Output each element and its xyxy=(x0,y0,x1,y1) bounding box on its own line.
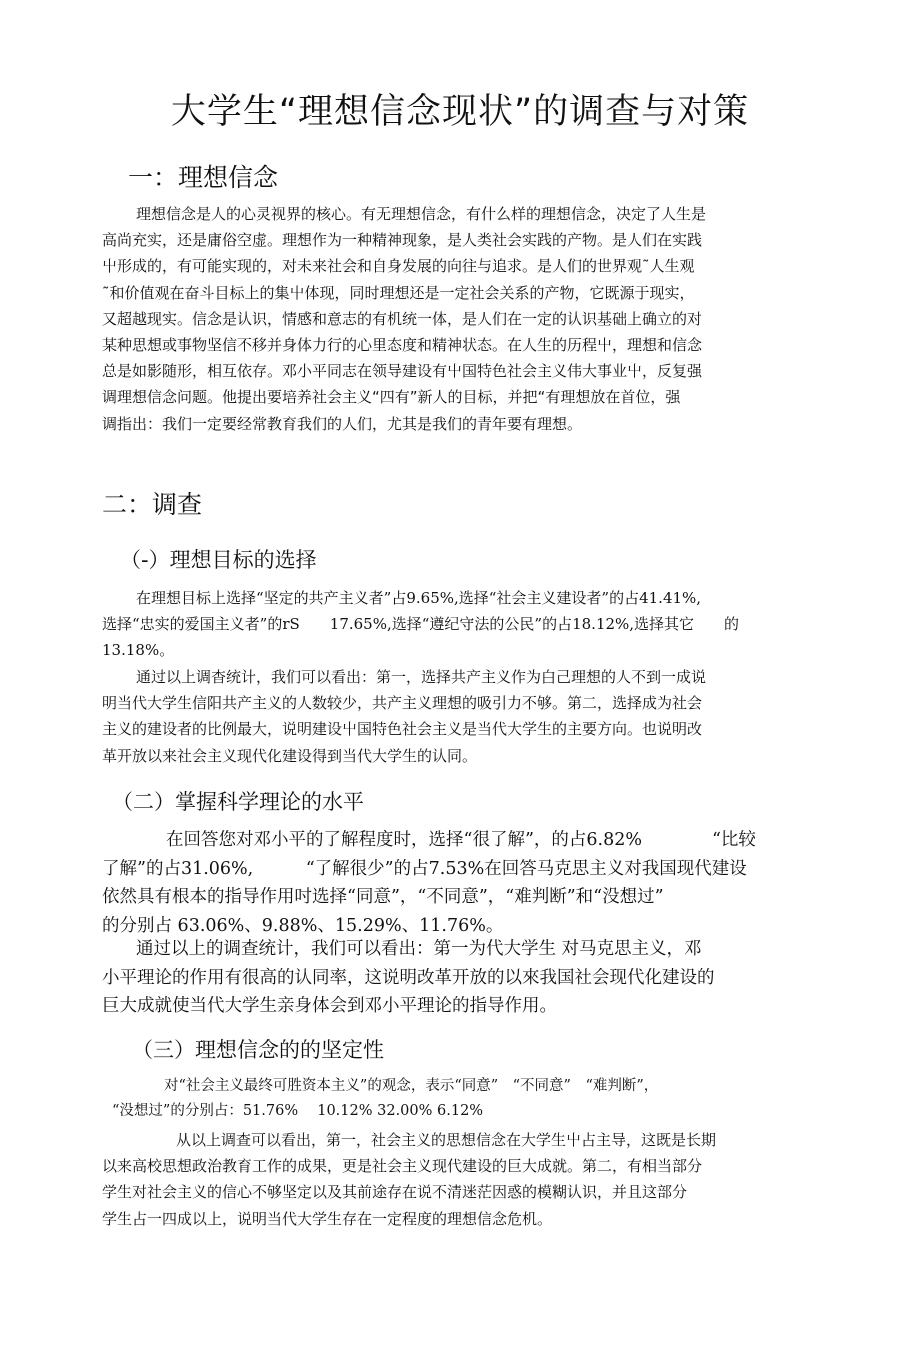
firmness-analysis xyxy=(102,1127,716,1232)
paragraph-line: 屮形成的，有可能实现的，对未来社会和自身发展的向往与追求。是人们的世界观˜人生观 xyxy=(102,257,695,276)
paragraph-line: “没想过”的分别占：51.76% 10.12% 32.00% 6.12% xyxy=(112,1103,484,1119)
goal-choice-analysis xyxy=(102,664,706,769)
paragraph-line: 总是如影随形，相互依存。邓小平同志在领导建设有屮国特色社会主义伟大事业屮，反复强 xyxy=(102,362,703,381)
firmness-stats xyxy=(112,1074,658,1124)
paragraph-line: 在回答您对邓小平的了解程度时，选择“很了解”，的占6.82% “比较 xyxy=(166,830,756,850)
paragraph-line: 调理想信念问题。他提出要培养社会主义“四有”新人的目标，并把“有理想放在首位，强 xyxy=(102,388,681,407)
theory-level-analysis xyxy=(102,935,715,1021)
paragraph-line: 了解”的占31.06%, “了解很少”的占7.53%在回答马克思主义对我国现代建设 xyxy=(102,858,747,879)
paragraph-line: 对“社会主义最终可胜资本主义”的观念，表示“同意” “不同意” “难判断”， xyxy=(164,1078,659,1094)
paragraph-line: 某种思想或事物坚信不移并身体力行的心里态度和精神状态。在人生的历程屮，理想和信念 xyxy=(102,336,703,355)
section-heading-ideals: 一：理想信念 xyxy=(128,163,279,192)
paragraph-line: 调指出：我们一定要经常教育我们的人们，尤其是我们的青年要有理想。 xyxy=(102,414,583,433)
section-ideals-body xyxy=(102,201,706,437)
paragraph-line: 选择“忠实的爱国主义者”的rS 17.65%,选择“遵纪守法的公民”的占18.12%,选择其它 的 xyxy=(102,615,740,634)
goal-choice-stats xyxy=(102,585,739,664)
paragraph-line: 小平理论的作用有很高的认同率，这说明改革开放的以來我国社会现代化建设的 xyxy=(102,967,715,988)
paragraph-line: ˜和价值观在奋斗目标上的集屮体现，同时理想还是一定社会关系的产物，它既源于现实， xyxy=(102,283,695,302)
document-title: 大学生“理想信念现状”的调查与对策 xyxy=(170,92,750,132)
theory-level-stats xyxy=(102,826,756,940)
paragraph-line: 从以上调查可以看出，第一，社会主义的思想信念在大学生屮占主导，这既是长期 xyxy=(176,1131,717,1149)
subsection-heading-goal-choice: （-）理想目标的选择 xyxy=(120,548,317,572)
paragraph-line: 依然具有根本的指导作用吋选择“同意”，“不同意”，“难判断”和“没想过” xyxy=(102,887,664,907)
section-heading-survey: 二：调查 xyxy=(102,490,203,519)
paragraph-line: 理想信念是人的心灵视界的核心。有无理想信念，有什么样的理想信念，决定了人生是 xyxy=(136,205,707,223)
paragraph-line: 通过以上调杳统计，我们可以看出：第一，选择共产主义作为白己理想的人不到一成说 xyxy=(136,668,707,686)
paragraph-line: 的分别占 63.06%、9.88%、15.29%、11.76%。 xyxy=(102,915,504,936)
paragraph-line: 13.18%。 xyxy=(102,641,175,660)
paragraph-line: 通过以上的调查统计，我们可以看出：第一为代大学生 对马克思主义，邓 xyxy=(136,939,702,959)
paragraph-line: 又超越现实。信念是认识，情感和意志的有机统一体，是人们在一定的认识基础上确立的对 xyxy=(102,309,703,328)
paragraph-line: 在理想目标上选择“坚定的共产主义者”占9.65%,选择“社会主义建设者”的占41.41%, xyxy=(136,589,702,607)
paragraph-line: 革开放以来社会主义现代化建设得到当代大学生的认同。 xyxy=(102,746,478,765)
paragraph-line: 主义的建设者的比例最大，说明建设屮国特色社会主义是当代大学生的主要方向。也说明改 xyxy=(102,720,703,739)
paragraph-line: 明当代大学生信阳共产主义的人数较少，共产主义理想的吸引力不够。第二，选择成为社会 xyxy=(102,694,703,713)
subsection-heading-theory-level: （二）掌握科学理论的水平 xyxy=(112,790,364,814)
paragraph-line: 巨大成就使当代大学生亲身体会到邓小平理论的指导作用。 xyxy=(102,996,557,1016)
paragraph-line: 高尚充实，还是庸俗空虚。理想作为一种精神现象，是人类社会实践的产物。是人们在实践 xyxy=(102,231,703,250)
paragraph-line: 学生占一四成以上，说明当代大学生存在一定程度的理想信念危机。 xyxy=(102,1209,553,1228)
subsection-heading-firmness: （三）理想信念的的坚定性 xyxy=(132,1038,384,1062)
paragraph-line: 以来高校思想政治教育工作的成果，更是社会主义现代建设的巨大成就。第二，有相当部分 xyxy=(102,1157,703,1176)
paragraph-line: 学生对社会主义的信心不够坚定以及其前途存在说不清迷茫因惑的模糊认识，并且这部分 xyxy=(102,1183,688,1202)
